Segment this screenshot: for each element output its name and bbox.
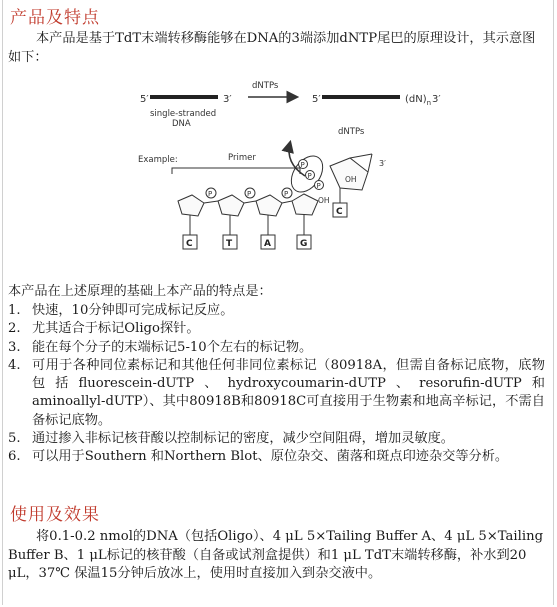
tail-label: $(dN)_n$ — [405, 94, 432, 107]
svg-text:P: P — [307, 172, 312, 180]
feature-item: 6. 可以用于Southern 和Northern Blot、原位杂交、菌落和斑点印迹杂交等分析。 — [8, 449, 509, 465]
svg-text:P: P — [247, 190, 252, 198]
feature-item: 5. 通过掺入非标记核苷酸以控制标记的密度，减少空间阻碍，增加灵敏度。 — [8, 431, 454, 447]
feature-item: 2. 尤其适合于标记Oligo探针。 — [8, 321, 200, 337]
intro-paragraph: 本产品是基于TdT末端转移酶能够在DNA的3端添加dNTP尾巴的原理设计，其示意图如下： — [8, 31, 536, 65]
ssdna-strand — [150, 95, 218, 99]
feature-item: 4. 可用于各种同位素标记和其他任何非同位素标记（80918A，但需自备标记底物，底物包括fluorescein-dUTP、hydroxycoumarin-dUTP、resorufin-dUTP和aminoallyl-dUTP）、其中80918B和80918C可直接用于生物素和地高辛标记，不需自备标记底物。 — [8, 357, 545, 428]
section-title-usage: 使用及效果 — [10, 505, 100, 525]
base-boxes — [183, 235, 311, 249]
dntps-label-bottom: dNTPs — [338, 127, 365, 137]
feature-item: 1. 快速，10分钟即可完成标记反应。 — [8, 303, 234, 318]
base-t: T — [226, 239, 233, 249]
added-base-c: C — [336, 207, 343, 217]
five-prime-right: 5′ — [312, 94, 321, 105]
feature-item: 3. 能在每个分子的末端标记5-10个左右的标记物。 — [8, 339, 313, 355]
features-lead: 本产品在上述原理的基础上本产品的特点是： — [8, 284, 272, 299]
svg-text:P: P — [284, 190, 289, 198]
three-prime-left: 3′ — [223, 94, 232, 105]
dntps-arrow-label: dNTPs — [252, 81, 279, 91]
features-list — [8, 302, 545, 467]
primer-label: Primer — [228, 153, 256, 163]
usage-paragraph: 将0.1-0.2 nmol的DNA（包括Oligo）、4 μL 5×Tailing Buffer A、4 μL 5×Tailing Buffer B、1 μL标记的核苷酸（自备或试剂盒提供）和1 μL TdT末端转移酶，补水到20 μL，37℃ 保温15分钟后放冰上，使用时直接加入到杂交液中。 — [8, 529, 544, 581]
five-prime-left: 5′ — [140, 94, 149, 105]
tailed-strand — [322, 95, 400, 99]
example-label: Example: — [138, 155, 178, 165]
base-g: G — [300, 239, 308, 249]
section-title-features: 产品及特点 — [10, 8, 100, 28]
tdt-schematic-diagram — [0, 78, 557, 283]
ssdna-label-1: single-stranded — [150, 109, 217, 119]
svg-text:P: P — [300, 161, 305, 169]
oh-label-primer: OH — [318, 196, 330, 205]
three-prime-dntp: 3′ — [379, 159, 386, 168]
base-a: A — [264, 239, 271, 249]
three-prime-right: 3′ — [432, 94, 441, 105]
oh-label-dntp: OH — [345, 175, 357, 184]
base-c: C — [186, 239, 193, 249]
backbone-links — [190, 201, 304, 235]
svg-text:P: P — [208, 190, 213, 198]
svg-text:P: P — [316, 182, 321, 190]
phosphate-groups — [206, 188, 292, 198]
ssdna-label-2: DNA — [172, 119, 191, 129]
incoming-sugar — [330, 158, 368, 190]
primer-bracket — [172, 168, 300, 174]
